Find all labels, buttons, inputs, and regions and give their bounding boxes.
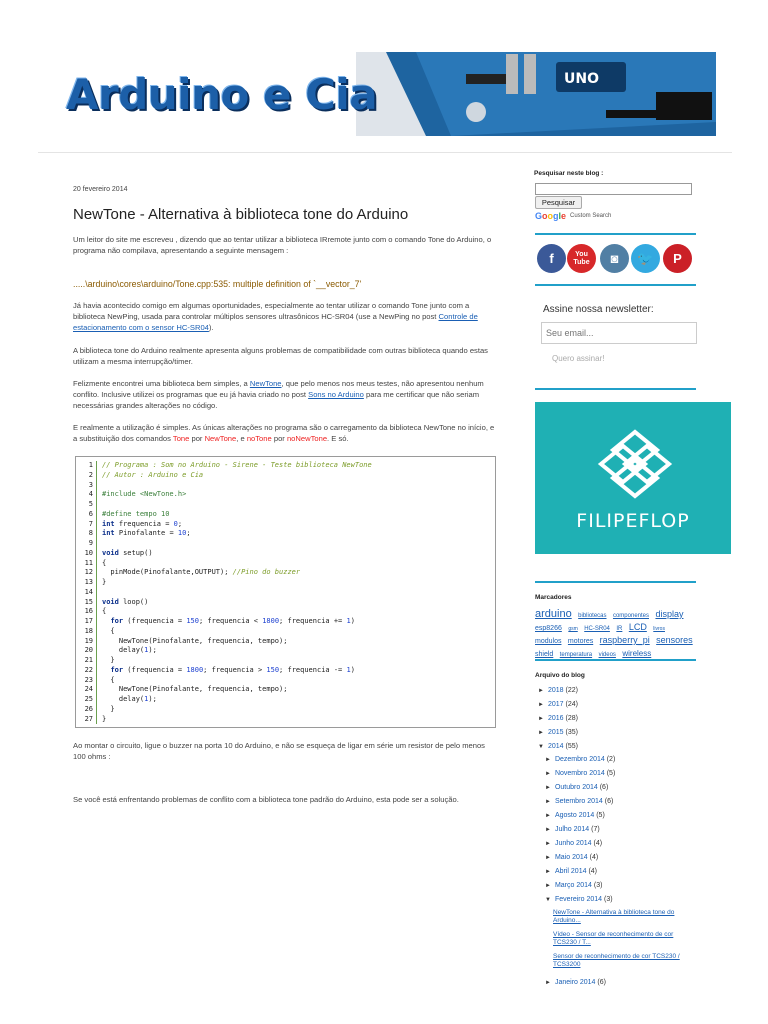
code-line: } xyxy=(102,704,115,713)
code-line: pinMode(Pinofalante,OUTPUT); //Pino do buzzer xyxy=(102,568,301,577)
triangle-right-icon[interactable]: ► xyxy=(545,771,551,777)
google-logo: Google xyxy=(535,211,567,221)
archive-post[interactable] xyxy=(553,909,693,925)
code-line-number: 5 xyxy=(88,500,93,508)
code-line: void loop() xyxy=(102,597,149,606)
label-link[interactable]: display xyxy=(655,609,684,619)
filipeflop-ad[interactable] xyxy=(535,402,731,554)
code-block[interactable] xyxy=(75,456,496,728)
post-date: 20 fevereiro 2014 xyxy=(73,186,128,193)
p4-text-a: Felizmente encontrei uma biblioteca bem simples, a xyxy=(73,379,250,388)
sidebar-divider xyxy=(535,284,696,286)
triangle-right-icon[interactable]: ► xyxy=(545,883,551,889)
triangle-right-icon[interactable]: ► xyxy=(545,785,551,791)
code-line-number: 15 xyxy=(84,597,93,606)
archive-count: (4) xyxy=(593,840,603,847)
archive-month-link[interactable]: Junho 2014 xyxy=(554,840,592,847)
code-line: { xyxy=(102,675,115,684)
post-paragraph-5 xyxy=(73,422,495,444)
code-line-number: 1 xyxy=(88,461,93,469)
highlight-notone: noTone xyxy=(246,434,272,443)
code-line: } xyxy=(102,578,107,586)
code-line-number: 27 xyxy=(84,714,93,723)
archive-count: (4) xyxy=(588,868,597,875)
code-line-number: 25 xyxy=(84,695,93,703)
triangle-right-icon[interactable]: ► xyxy=(545,980,551,986)
archive-year-link[interactable]: 2015 xyxy=(547,729,564,736)
code-line: #define tempo 10 xyxy=(102,509,170,518)
archive-year-link[interactable]: 2018 xyxy=(547,687,564,694)
post-paragraph-4 xyxy=(73,378,495,411)
archive-month[interactable] xyxy=(545,770,615,777)
code-line: // Programa : Som no Arduino - Sirene - Teste biblioteca NewTone xyxy=(102,461,372,469)
code-line-number: 22 xyxy=(84,665,93,674)
label-link[interactable]: motores xyxy=(567,638,594,645)
archive-month-link[interactable]: Outubro 2014 xyxy=(554,784,598,791)
archive-month-link[interactable]: Janeiro 2014 xyxy=(554,979,596,986)
code-gutter xyxy=(76,461,97,724)
code-line: { xyxy=(102,607,107,616)
code-line: delay(1); xyxy=(102,695,157,703)
archive-year-link[interactable]: 2017 xyxy=(547,701,564,708)
code-line-number: 4 xyxy=(88,490,93,499)
archive-count: (24) xyxy=(565,701,578,708)
code-line-number: 18 xyxy=(84,626,93,635)
archive-count: (22) xyxy=(565,687,578,694)
post-paragraph-6: Ao montar o circuito, ligue o buzzer na porta 10 do Arduino, e não se esqueça de ligar em série um resistor de pelo menos 100 ohms : xyxy=(73,741,485,761)
archive-month[interactable] xyxy=(545,784,608,791)
twitter-icon[interactable]: 🐦 xyxy=(631,244,660,273)
p5-text-c: , e xyxy=(236,434,247,443)
post-paragraph-1: Um leitor do site me escreveu , dizendo que ao tentar utilizar a biblioteca IRremote junto com o comando Tone do Arduino, o programa não compilava, apresentando a seguinte mensagem : xyxy=(73,235,492,255)
header-banner[interactable] xyxy=(56,52,716,136)
sidebar-divider xyxy=(535,581,696,583)
ad-brand-text: FILIPEFLOP xyxy=(576,510,690,532)
svg-text:UNO: UNO xyxy=(564,71,599,87)
archive-count: (6) xyxy=(599,784,609,791)
code-line-number: 19 xyxy=(84,636,93,645)
archive-count: (35) xyxy=(565,729,578,736)
archive-month-link[interactable]: Agosto 2014 xyxy=(554,812,595,819)
archive-post-link[interactable]: Sensor de reconhecimento de cor TCS230 / TCS3200 xyxy=(553,953,680,968)
filipeflop-logo-icon xyxy=(535,410,731,510)
youtube-icon[interactable]: You Tube xyxy=(567,244,596,273)
code-line: delay(1); xyxy=(102,646,157,655)
archive-year[interactable] xyxy=(538,729,578,736)
highlight-newtone: NewTone xyxy=(204,434,237,443)
triangle-right-icon[interactable]: ► xyxy=(545,869,551,875)
label-link[interactable]: raspberry_pi xyxy=(599,635,650,645)
label-link[interactable]: esp8266 xyxy=(535,625,562,632)
archive-month[interactable] xyxy=(545,896,613,903)
code-line-number: 24 xyxy=(84,685,93,694)
code-line-number: 17 xyxy=(84,617,93,625)
search-label: Pesquisar neste blog : xyxy=(534,170,604,177)
p2-text-b: ). xyxy=(208,323,214,332)
archive-month[interactable] xyxy=(545,756,615,763)
code-line: int Pinofalante = 10; xyxy=(102,529,191,538)
archive-post[interactable] xyxy=(553,931,693,947)
archive-month[interactable] xyxy=(545,868,597,875)
post-paragraph-2 xyxy=(73,300,495,333)
triangle-right-icon[interactable]: ► xyxy=(538,716,544,722)
label-link[interactable]: videos xyxy=(598,652,616,658)
archive-count: (3) xyxy=(604,896,613,903)
archive-count: (4) xyxy=(589,854,599,861)
newsletter-email-input[interactable] xyxy=(541,322,697,344)
code-line: NewTone(Pinofalante, frequencia, tempo); xyxy=(102,685,288,694)
error-message: .....\arduino\cores\arduino/Tone.cpp:535: multiple definition of `__vector_7' xyxy=(73,279,362,289)
label-link[interactable]: modulos xyxy=(535,638,562,645)
code-line-number: 16 xyxy=(84,607,93,616)
link-estacionamento[interactable]: Controle de estacionamento com o sensor HC-SR04 xyxy=(73,312,478,332)
code-line-number: 13 xyxy=(84,578,93,586)
archive-month[interactable] xyxy=(545,812,605,819)
triangle-down-icon[interactable]: ▼ xyxy=(538,744,544,750)
label-link[interactable]: componentes xyxy=(612,613,649,619)
p5-text-a: E realmente a utilização é simples. As únicas alterações no programa são o carregamento da biblioteca NewTone no início, e a substituição dos comandos xyxy=(73,423,495,443)
labels-title: Marcadores xyxy=(535,594,572,601)
pinterest-icon[interactable]: P xyxy=(663,244,692,273)
archive-year[interactable] xyxy=(538,687,578,694)
label-link[interactable]: livros xyxy=(653,626,665,632)
archive-post[interactable] xyxy=(553,953,693,969)
archive-month-link[interactable]: Julho 2014 xyxy=(554,826,590,833)
code-line: for (frequencia = 1800; frequencia > 150; frequencia -= 1) xyxy=(110,665,355,674)
highlight-tone: Tone xyxy=(172,434,190,443)
triangle-right-icon[interactable]: ► xyxy=(538,730,544,736)
label-link[interactable]: HC-SR04 xyxy=(584,626,610,632)
archive-month[interactable] xyxy=(545,826,600,833)
p5-text-d: por xyxy=(271,434,287,443)
triangle-right-icon[interactable]: ► xyxy=(545,799,551,805)
archive-year[interactable] xyxy=(538,743,578,750)
triangle-right-icon[interactable]: ► xyxy=(545,841,551,847)
code-line-number: 23 xyxy=(84,675,93,684)
arduino-board-image xyxy=(356,52,716,136)
archive-title: Arquivo do blog xyxy=(535,672,585,679)
triangle-right-icon[interactable]: ► xyxy=(538,688,544,694)
code-line-number: 26 xyxy=(84,704,93,713)
code-line: NewTone(Pinofalante, frequencia, tempo); xyxy=(102,636,288,645)
header-divider xyxy=(38,152,732,153)
archive-month-link[interactable]: Maio 2014 xyxy=(554,854,588,861)
p5-text-e: . E só. xyxy=(327,434,349,443)
code-line: for (frequencia = 150; frequencia < 1800; frequencia += 1) xyxy=(110,617,355,625)
p4-text-b: , que pelo menos nos meus testes, não apresentou nenhum conflito. Inclusive utilizei os programas que eu já havia criado no post xyxy=(73,379,484,399)
archive-month[interactable] xyxy=(545,979,606,986)
facebook-icon[interactable]: f xyxy=(537,244,566,273)
post-title[interactable]: NewTone - Alternativa à biblioteca tone do Arduino xyxy=(73,206,409,223)
newsletter-title: Assine nossa newsletter: xyxy=(543,304,654,315)
label-cloud xyxy=(535,608,698,660)
archive-count: (5) xyxy=(606,770,616,777)
archive-count: (5) xyxy=(596,812,605,819)
triangle-right-icon[interactable]: ► xyxy=(545,827,551,833)
archive-year-link[interactable]: 2016 xyxy=(547,715,564,722)
sidebar-divider xyxy=(535,388,696,390)
label-link[interactable]: gsm xyxy=(568,626,578,632)
archive-count: (7) xyxy=(591,826,600,833)
label-link[interactable]: arduino xyxy=(535,608,572,620)
archive-count: (28) xyxy=(565,715,578,722)
label-link[interactable]: sensores xyxy=(656,635,693,645)
instagram-icon[interactable]: ◙ xyxy=(600,244,629,273)
archive-month[interactable] xyxy=(545,854,598,861)
code-line-number: 7 xyxy=(88,519,93,528)
archive-count: (2) xyxy=(606,756,616,763)
code-line: // Autor : Arduino e Cia xyxy=(102,470,204,479)
triangle-right-icon[interactable]: ► xyxy=(545,813,551,819)
label-link[interactable]: LCD xyxy=(628,622,647,632)
code-line-number: 9 xyxy=(88,539,93,547)
archive-month[interactable] xyxy=(545,840,602,847)
archive-year[interactable] xyxy=(538,715,578,722)
triangle-down-icon[interactable]: ▼ xyxy=(545,897,551,903)
archive-count: (6) xyxy=(604,798,614,805)
highlight-nonewtone: noNewTone xyxy=(286,434,328,443)
archive-month-link[interactable]: Novembro 2014 xyxy=(554,770,605,777)
code-line-number: 2 xyxy=(88,470,93,479)
search-input[interactable] xyxy=(535,183,692,195)
link-newtone[interactable]: NewTone xyxy=(249,379,282,388)
code-line-number: 10 xyxy=(84,548,93,557)
archive-year-link[interactable]: 2014 xyxy=(547,743,564,750)
code-line-number: 3 xyxy=(88,480,93,489)
triangle-right-icon[interactable]: ► xyxy=(545,757,551,763)
archive-month-link[interactable]: Março 2014 xyxy=(554,882,592,889)
archive-post-link[interactable]: Vídeo - Sensor de reconhecimento de cor TCS230 / T... xyxy=(553,931,674,946)
code-line: { xyxy=(102,558,107,567)
code-line: } xyxy=(102,714,107,723)
p4-text-c: para me certificar que não seriam necessárias grandes alterações no código. xyxy=(73,390,480,410)
archive-month[interactable] xyxy=(545,798,613,805)
archive-month-link[interactable]: Abril 2014 xyxy=(554,868,587,875)
archive-month[interactable] xyxy=(545,882,602,889)
newsletter-submit-button[interactable]: Quero assinar! xyxy=(552,354,605,363)
code-line-number: 14 xyxy=(84,587,93,596)
archive-month-link[interactable]: Fevereiro 2014 xyxy=(554,896,603,903)
sidebar-divider xyxy=(535,659,696,661)
archive-count: (55) xyxy=(565,743,578,750)
archive-month-link[interactable]: Setembro 2014 xyxy=(554,798,603,805)
code-line: #include <NewTone.h> xyxy=(102,490,187,499)
code-line: int frequencia = 0; xyxy=(102,519,183,528)
code-line: void setup() xyxy=(102,548,153,557)
archive-post-link[interactable]: NewTone - Alternativa à biblioteca tone do Arduino... xyxy=(553,909,675,924)
label-link[interactable]: IR xyxy=(616,626,623,632)
post-paragraph-3: A biblioteca tone do Arduino realmente apresenta alguns problemas de compatibilidade com outras biblioteca quando estas utilizam a mesma interrupção/timer. xyxy=(73,346,488,366)
triangle-right-icon[interactable]: ► xyxy=(545,855,551,861)
p2-text-a: Já havia acontecido comigo em algumas oportunidades, especialmente ao tentar utilizar o comando Tone junto com a biblioteca NewPing, usada para controlar múltiplos sensores ultrasônicos HC-SR04 (use a NewPing no post xyxy=(73,301,470,321)
label-link[interactable]: wireless xyxy=(622,649,652,658)
code-line-number: 8 xyxy=(88,529,93,538)
archive-month-link[interactable]: Dezembro 2014 xyxy=(554,756,605,763)
p5-text-b: por xyxy=(189,434,205,443)
archive-count: (6) xyxy=(597,979,606,986)
search-button[interactable]: Pesquisar xyxy=(535,196,582,209)
label-link[interactable]: bibliotecas xyxy=(578,613,607,619)
code-line-number: 6 xyxy=(88,509,93,518)
custom-search-label: Custom Search xyxy=(570,213,612,219)
label-link[interactable]: temperatura xyxy=(559,652,593,658)
link-sons-no-arduino[interactable]: Sons no Arduino xyxy=(308,390,364,399)
archive-count: (3) xyxy=(593,882,603,889)
code-line-number: 21 xyxy=(84,656,93,664)
label-link[interactable]: shield xyxy=(535,651,554,658)
code-line-number: 11 xyxy=(84,558,93,567)
sidebar-divider xyxy=(535,233,696,235)
code-line: } xyxy=(102,656,115,664)
site-title[interactable]: Arduino e Cia xyxy=(66,70,378,119)
code-line-number: 20 xyxy=(84,646,93,655)
archive-year[interactable] xyxy=(538,701,578,708)
code-line: { xyxy=(102,626,115,635)
post-paragraph-7: Se você está enfrentando problemas de conflito com a biblioteca tone padrão do Arduino, esta pode ser a solução. xyxy=(73,795,459,804)
code-line-number: 12 xyxy=(84,568,93,577)
triangle-right-icon[interactable]: ► xyxy=(538,702,544,708)
